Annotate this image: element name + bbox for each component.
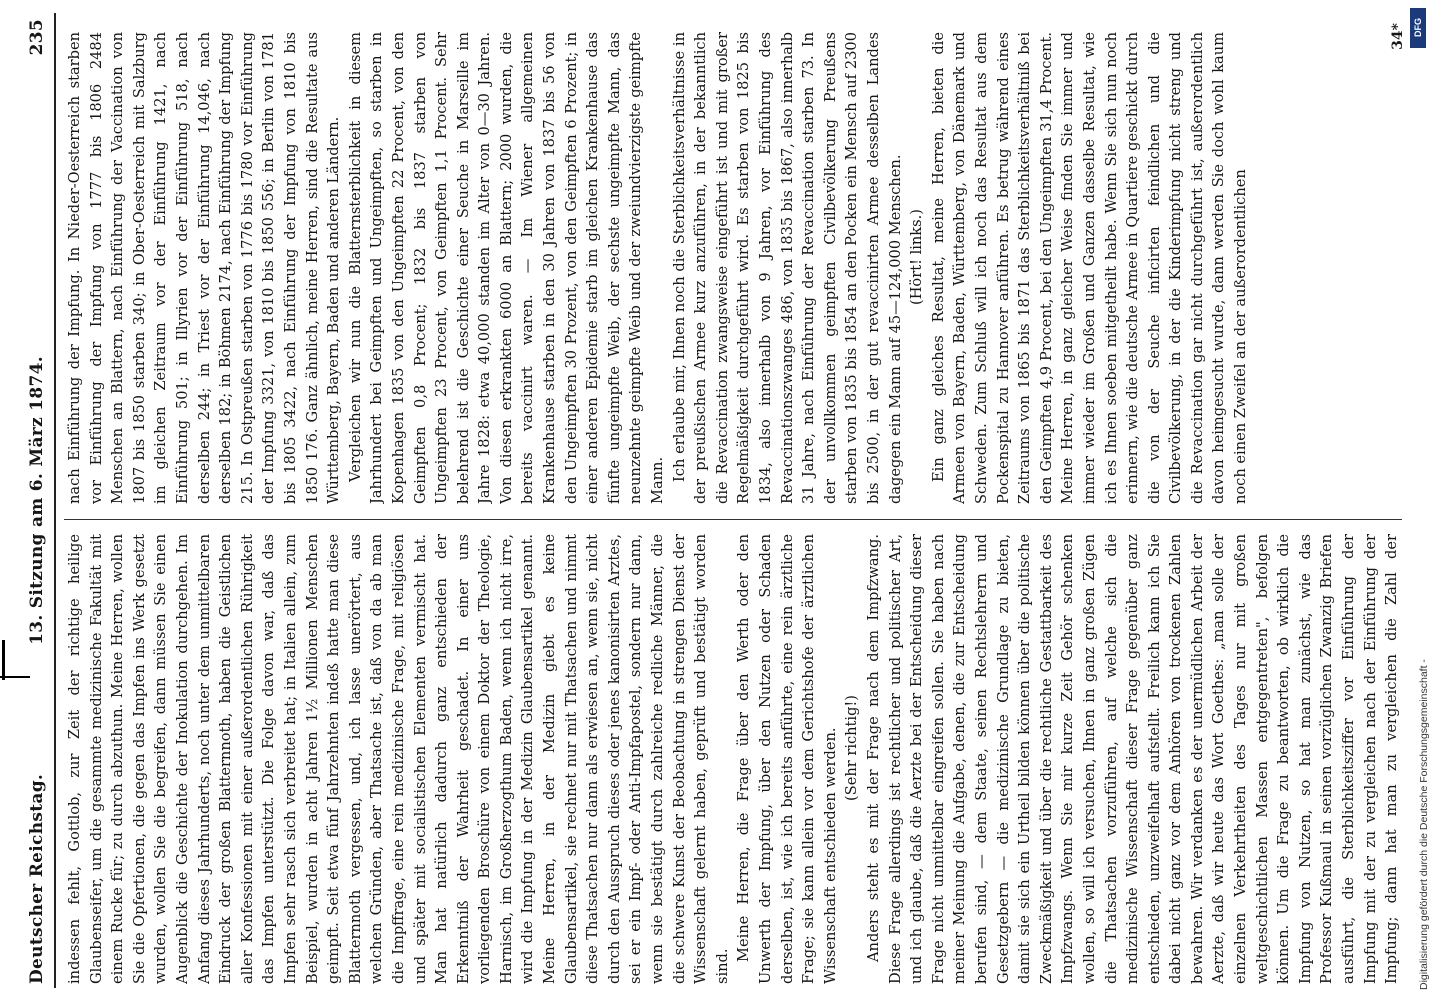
right-interjection: (Hört! links.) <box>908 209 926 305</box>
header-session-date: 13. Sitzung am 6. März 1874. <box>27 356 47 645</box>
column-divider <box>64 519 1402 520</box>
left-column <box>64 534 1402 984</box>
dfg-logo: DFG <box>1410 8 1426 48</box>
signature-mark: 34* <box>1390 23 1406 50</box>
right-paragraph-3: Ich erlaube mir, Ihnen noch die Sterblichkeitsverhältnisse in der preußischen Armee kurz anzuführen, in der bekanntlich die Revaccination zwangsweise eingeführt ist und mit großer Regelmäßigkeit durchgeführt wird. Es starben von 1825 bis 1834, also innerhalb von 9 Jahren, vor Einführung des Revaccinationszwanges 486, von 1835 bis 1867, also innerhalb 31 Jahre, nach Einführung der Revaccination starben 73. In der unvollkommen geimpften Civilbevölkerung Preußens starben von 1835 bis 1854 an den Pocken ein Mensch auf 2300 bis 2500, in der gut revaccinirten Armee desselben Landes dagegen ein Mann auf 45—124,000 Menschen. <box>670 32 904 504</box>
digitization-credit <box>1408 0 1428 1000</box>
left-paragraph-1: indessen fehlt, Gottlob, zur Zeit der richtige heilige Glaubenseifer, um die gesammte medizinische Fakultät mit einem Rucke für; zu durch abzuthun. Meine Herren, wollen Sie die Opfertionen, die gegen das Impfen ins Werk gesetzt wurden, wollen Sie die begreifen, dann müssen Sie einen Augenblick die Geschichte der Inokulation durchgehen. Im Anfang dieses Jahrhunderts, noch unter dem unmittelbaren Eindruck der großen Blatternnoth, haben die Geistlichen aller Konfessionen mit einer außerordentlichen Rührigkeit das Impfen unterstützt. Die Folge davon war, daß das Impfen sehr rasch sich verbreitet hat; in Italien allein, zum Beispiel, wurden in acht Jahren 1½ Millionen Menschen geimpft. Seit etwa fünf Jahrzehnten indeß hatte man diese Blatternnoth vergessen, und, ich lasse unerörtert, aus welchen Gründen, aber Thatsache ist, daß von da ab man die Impffrage, eine rein medizinische Frage, mit religiösen und später mit socialistischen Elementen vermischt hat. Man hat natürlich dadurch ganz entschieden der Erkenntniß der Wahrheit geschadet. In einer uns vorliegenden Broschüre von einem Doktor der Theologie, Harnisch, im Großherzogthum Baden, wenn ich nicht irre, wird die Impfung in der Medizin Glaubensartikel genannt. Meine Herren, in der Medizin giebt es keine Glaubensartikel, sie rechnet nur mit Thatsachen und nimmt diese Thatsachen nur dann als erwiesen an, wenn sie, nicht durch den Ausspruch dieses oder jenes kanonisirten Arztes, sei er ein Impf- oder Anti-Impfapostel, sondern nur dann, wenn sie bestätigt durch zahlreiche redliche Männer, die die schwere Kunst der Beobachtung in strengen Dienst der Wissenschaft gelernt haben, geprüft und bestätigt worden sind. <box>66 534 731 984</box>
header-publication: Deutscher Reichstag. <box>27 773 47 984</box>
left-paragraph-2: Meine Herren, die Frage über den Werth oder den Unwerth der Impfung, über den Nutzen oder Schaden derselben, ist, wie ich bereits anführte, eine rein ärztliche Frage; sie kann allein vor dem Gerichtshofe der ärztlichen Wissenschaft entschieden werden. <box>735 534 839 984</box>
newspaper-page <box>20 13 1410 988</box>
right-column <box>64 32 1402 504</box>
left-interjection: (Sehr richtig!) <box>843 695 861 801</box>
scan-edge-mark-vertical <box>2 640 5 680</box>
right-paragraph-1: nach Einführung der Impfung. In Nieder-Oesterreich starben vor Einführung der Impfung von 1777 bis 1806 2484 Menschen an Blattern, nach Einführung der Vaccination von 1807 bis 1850 starben 340; in Ober-Oesterreich mit Salzburg im gleichen Zeitraum vor der Einführung 1421, nach Einführung 501; in Illyrien vor der Einführung 518, nach derselben 244; in Triest vor der Einführung 14,046, nach derselben 182; in Böhmen 2174, nach Einführung der Impfung 215. In Ostpreußen starben von 1776 bis 1780 vor Einführung der Impfung 3321, von 1810 bis 1850 556; in Berlin von 1781 bis 1805 3422, nach Einführung der Impfung von 1810 bis 1850 176. Ganz ähnlich, meine Herren, sind die Resultate aus Württemberg, Bayern, Baden und anderen Ländern. <box>66 32 343 504</box>
page-header <box>20 13 56 988</box>
left-paragraph-3: Anders steht es mit der Frage nach dem Impfzwang. Diese Frage allerdings ist rechtlicher und politischer Art, und ich glaube, daß die Aerzte bei der Entscheidung dieser Frage nicht unmittelbar eingreifen sollen. Sie haben nach meiner Meinung die Aufgabe, denen, die zur Entscheidung berufen sind, — dem Staate, seinen Rechtslehrern und Gesetzgebern — die medizinische Grundlage zu bieten, damit sie sich ein Urtheil bilden können über die politische Zweckmäßigkeit und über die rechtliche Gestattbarkeit des Impfzwangs. Wenn Sie mir kurze Zeit Gehör schenken wollen, so will ich versuchen, Ihnen in ganz großen Zügen die Thatsachen vorzuführen, auf welche sich die medizinische Wissenschaft dieser Frage gegenüber ganz entschieden, unzweifelhaft aufstellt. Freilich kann ich Sie dabei nicht ganz vor dem Anhören von trockenen Zahlen bewahren. Wir verdanken es der unermüdlichen Arbeit der Aerzte, daß wir heute das Wort Goethes: „man solle der einzelnen Verkehrtheiten des Tages nur mit großen weltgeschichtlichen Massen entgegentreten", befolgen können. Um die Frage zu beantworten, ob wirklich die Impfung von Nutzen, so hat man zunächst, wie das Professor Kußmaul in seinen vorzüglichen Zwanzig Briefen ausführt, die Sterblichkeitsziffer vor Einführung der Impfung mit der zu vergleichen nach der Einführung der Impfung; dann hat man zu vergleichen die Zahl der <box>864 534 1401 984</box>
credit-text: Digitalisierung gefördert durch die Deutsche Forschungsgemeinschaft - <box>1418 659 1430 990</box>
right-paragraph-2: Vergleichen wir nun die Blatternsterblichkeit in diesem Jahrhundert bei Geimpften und Ungeimpften, so starben in Kopenhagen 1835 von den Ungeimpften 22 Procent, von den Geimpften 0,8 Procent; 1832 bis 1837 starben von Ungeimpften 23 Procent, von Geimpften 1,1 Procent. Sehr belehrend ist die Geschichte einer Seuche in Marseille im Jahre 1828: etwa 40,000 standen im Alter von 0—30 Jahren. Von diesen erkrankten 6000 an Blattern; 2000 wurden, die bereits vaccinirt waren. — Im Wiener allgemeinen Krankenhause starben in den 30 Jahren von 1837 bis 56 von den Ungeimpften 30 Prozent, von den Geimpften 6 Prozent; in einer anderen Epidemie starb im gleichen Krankenhause das fünfte ungeimpfte Weib, der sechste ungeimpfte Mann, das neunzehnte geimpfte Weib und der zweiundvierzigste geimpfte Mann. <box>346 32 667 504</box>
header-page-number: 235 <box>27 19 47 56</box>
right-paragraph-4: Ein ganz gleiches Resultat, meine Herren, bieten die Armeen von Bayern, Baden, Württemberg, von Dänemark und Schweden. Zum Schluß will ich noch das Resultat aus dem Pockenspital zu Hannover anführen. Es betrug während eines Zeitraums von 1865 bis 1871 das Sterblichkeitsverhältniß bei den Geimpften 4,9 Procent, bei den Ungeimpften 31,4 Procent. Meine Herren, in ganz gleicher Weise finden Sie immer und immer wieder im Großen und Ganzen dasselbe Resultat, wie ich es Ihnen soeben mitgetheilt habe. Wenn Sie sich nun noch erinnern, wie die deutsche Armee in Quartiere geschickt durch die von der Seuche inficirten feindlichen und die Civilbevölkerung, in der die Kinderimpfung nicht streng und die Revaccination gar nicht durchgeführt ist, außerordentlich davon heimgesucht wurde, dann werden Sie doch wohl kaum noch einen Zweifel an der außerordentlichen <box>929 32 1250 504</box>
